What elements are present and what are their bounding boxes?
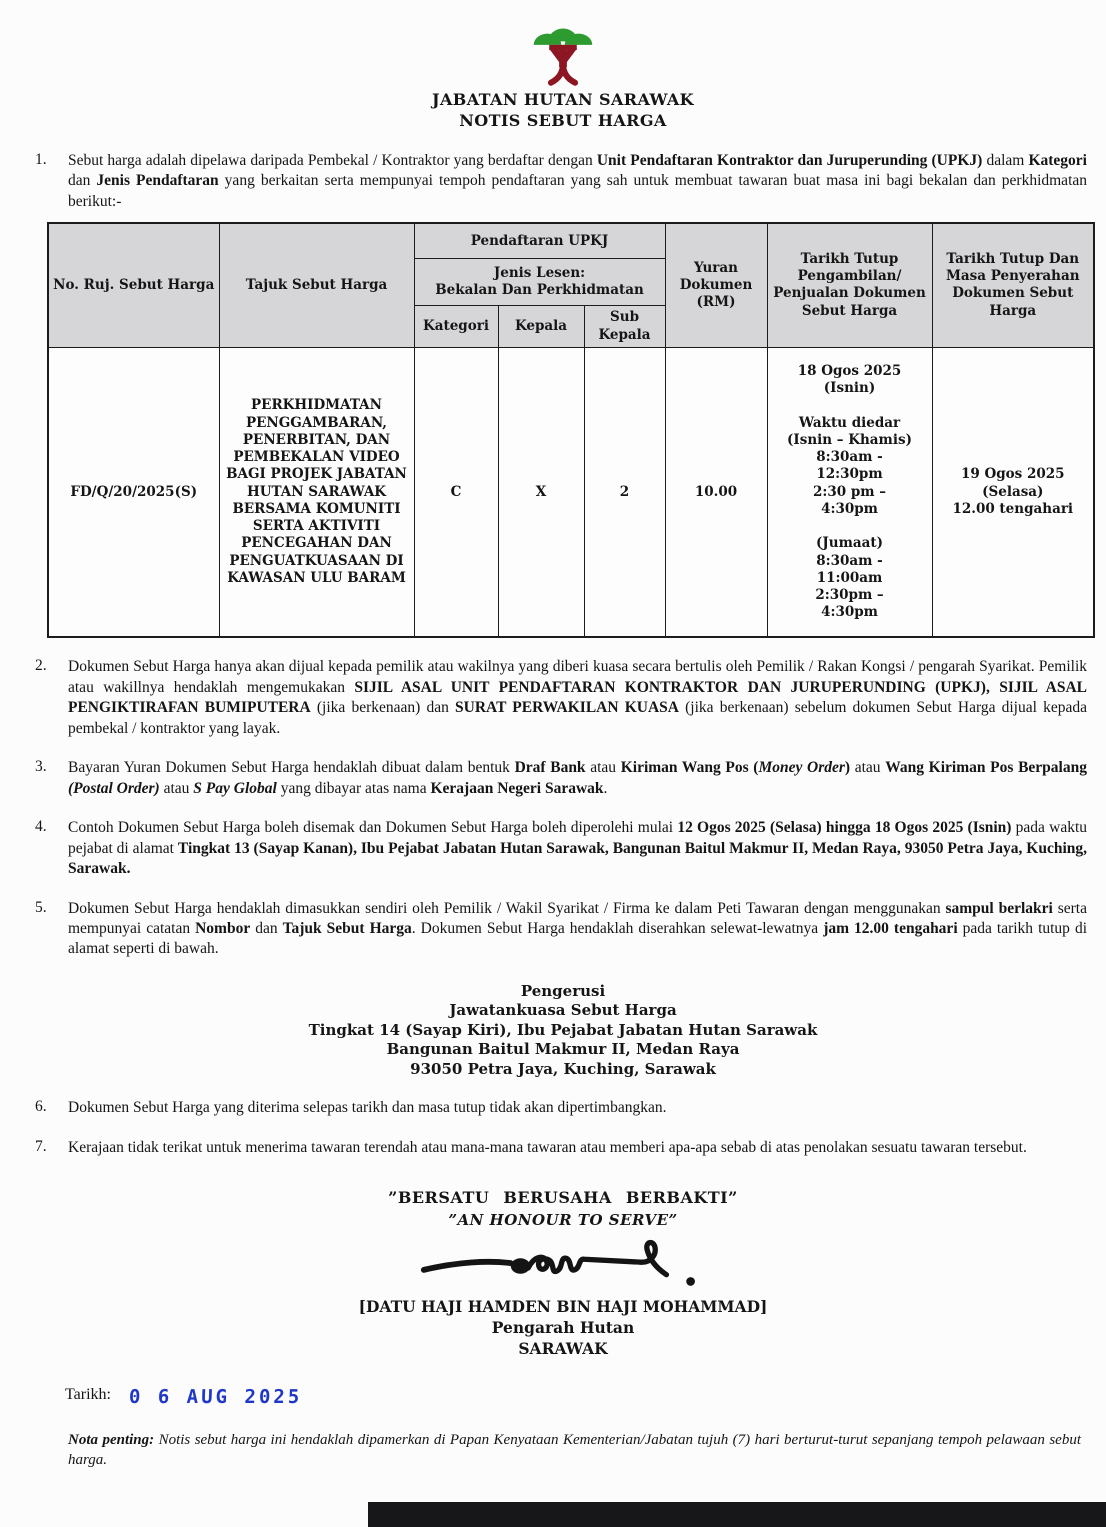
item-number: 5.: [35, 898, 47, 916]
paragraph-item-2: [35, 657, 1091, 739]
motto-block: [35, 1188, 1091, 1229]
motto-line-malay: ”BERSATU BERUSAHA BERBAKTI”: [388, 1188, 738, 1208]
item-number: 3.: [35, 758, 47, 776]
item-number: 2.: [35, 657, 47, 675]
note-text: Nota penting: Notis sebut harga ini hendaklah dipamerkan di Papan Kenyataan Kementerian/Jabatan tujuh (7) hari berturut-turut sepanjang tempoh pelawaan sebut harga.: [68, 1432, 1081, 1469]
scan-artifact-bar: [368, 1502, 1106, 1527]
motto-line-english: ”AN HONOUR TO SERVE”: [448, 1211, 678, 1230]
signatory-org: SARAWAK: [518, 1339, 608, 1359]
cell-tarikh-pengambilan: 18 Ogos 2025 (Isnin) Waktu diedar (Isnin – Khamis) 8:30am - 12:30pm 2:30 pm – 4:30pm (Jumaat) 8:30am - 11:00am 2:30pm – 4:30pm: [767, 347, 932, 637]
header-jenis-lesen: Jenis Lesen: Bekalan Dan Perkhidmatan: [414, 259, 665, 306]
item-text: Dokumen Sebut Harga yang diterima selepas tarikh dan masa tutup tidak akan dipertimbangkan.: [68, 1099, 667, 1117]
item-text: Kerajaan tidak terikat untuk menerima tawaran terendah atau mana-mana tawaran atau memberi apa-apa sebab di atas penolakan sesuatu tawaran tersebut.: [68, 1138, 1027, 1156]
item-text: Contoh Dokumen Sebut Harga boleh disemak dan Dokumen Sebut Harga boleh diperolehi mulai 12 Ogos 2025 (Selasa) hingga 18 Ogos 2025 (Isnin) pada waktu pejabat di alamat Tingkat 13 (Sayap Kanan), Ibu Pejabat Jabatan Hutan Sarawak, Bangunan Baitul Makmur II, Medan Raya, 93050 Petra Jaya, Kuching, Sarawak.: [68, 819, 1088, 878]
logo-container: [35, 12, 1091, 88]
submission-address-block: Pengerusi Jawatankuasa Sebut Harga Tingkat 14 (Sayap Kiri), Ibu Pejabat Jabatan Hutan Sarawak Bangunan Baitul Makmur II, Medan Raya 93050 Petra Jaya, Kuching, Sarawak: [308, 981, 818, 1078]
paragraph-item-1: [35, 151, 1091, 212]
item-text: Bayaran Yuran Dokumen Sebut Harga hendaklah dibuat dalam bentuk Draf Bank atau Kiriman Wang Pos (Money Order) atau Wang Kiriman Pos Berpalang (Postal Order) atau S Pay Global yang dibayar atas nama Kerajaan Negeri Sarawak.: [68, 759, 1087, 797]
table-row: [48, 347, 1094, 637]
header-tajuk: Tajuk Sebut Harga: [219, 223, 414, 348]
important-note: [35, 1430, 1091, 1471]
item-number: 7.: [35, 1137, 47, 1155]
signature-area: [35, 1235, 1091, 1360]
item-number: 4.: [35, 818, 47, 836]
paragraph-item-5: [35, 899, 1091, 960]
date-row: [65, 1386, 1091, 1408]
header-tarikh-pengambilan: Tarikh Tutup Pengambilan/ Penjualan Dokumen Sebut Harga: [767, 223, 932, 348]
header-sub-kepala: Sub Kepala: [584, 306, 665, 348]
document-header: [35, 12, 1091, 132]
handwritten-signature-icon: [418, 1235, 708, 1297]
paragraph-item-6: [35, 1098, 1091, 1118]
paragraph-item-7: [35, 1138, 1091, 1158]
item-number: 1.: [35, 150, 47, 168]
header-no-ruj: No. Ruj. Sebut Harga: [48, 223, 219, 348]
document-title-line2: NOTIS SEBUT HARGA: [459, 110, 667, 130]
cell-tajuk: PERKHIDMATAN PENGGAMBARAN, PENERBITAN, DAN PEMBEKALAN VIDEO BAGI PROJEK JABATAN HUTAN SARAWAK BERSAMA KOMUNITI SERTA AKTIVITI PENCEGAHAN DAN PENGUATKUASAAN DI KAWASAN ULU BARAM: [219, 347, 414, 637]
header-tarikh-penyerahan: Tarikh Tutup Dan Masa Penyerahan Dokumen Sebut Harga: [932, 223, 1094, 348]
signatory-title: Pengarah Hutan: [491, 1318, 635, 1338]
forestry-tree-logo-icon: [532, 12, 594, 88]
header-kepala: Kepala: [498, 306, 584, 348]
date-label: Tarikh:: [65, 1386, 111, 1404]
cell-tarikh-penyerahan: 19 Ogos 2025 (Selasa) 12.00 tengahari: [932, 347, 1094, 637]
cell-kategori: C: [414, 347, 498, 637]
date-stamp: 0 6 AUG 2025: [128, 1386, 303, 1409]
quotation-table: [47, 222, 1095, 639]
header-pendaftaran-upkj: Pendaftaran UPKJ: [414, 223, 665, 259]
document-title-line1: JABATAN HUTAN SARAWAK: [432, 90, 694, 109]
cell-kepala: X: [498, 347, 584, 637]
header-kategori: Kategori: [414, 306, 498, 348]
item-text: Sebut harga adalah dipelawa daripada Pembekal / Kontraktor yang berdaftar dengan Unit Pendaftaran Kontraktor dan Juruperunding (UPKJ) dalam Kategori dan Jenis Pendaftaran yang berkaitan serta mempunyai tempoh pendaftaran yang sah untuk membuat tawaran buat masa ini bagi bekalan dan perkhidmatan berikut:-: [68, 151, 1088, 210]
signatory-name: [DATU HAJI HAMDEN BIN HAJI MOHAMMAD]: [358, 1297, 768, 1317]
header-yuran: Yuran Dokumen (RM): [665, 223, 767, 348]
item-text: Dokumen Sebut Harga hanya akan dijual kepada pemilik atau wakilnya yang diberi kuasa secara bertulis oleh Pemilik / Rakan Kongsi / pengarah Syarikat. Pemilik atau wakillnya hendaklah mengemukakan SIJIL ASAL UNIT PENDAFTARAN KONTRAKTOR DAN JURUPERUNDING (UPKJ), SIJIL ASAL PENGIKTIRAFAN BUMIPUTERA (jika berkenaan) dan SURAT PERWAKILAN KUASA (jika berkenaan) sebelum dokumen Sebut Harga dijual kepada pembekal / kontraktor yang layak.: [68, 658, 1088, 737]
item-number: 6.: [35, 1098, 47, 1116]
cell-no-ruj: FD/Q/20/2025(S): [48, 347, 219, 637]
cell-sub-kepala: 2: [584, 347, 665, 637]
item-text: Dokumen Sebut Harga hendaklah dimasukkan sendiri oleh Pemilik / Wakil Syarikat / Firma ke dalam Peti Tawaran dengan menggunakan sampul berlakri serta mempunyai catatan Nombor dan Tajuk Sebut Harga. Dokumen Sebut Harga hendaklah diserahkan selewat-lewatnya jam 12.00 tengahari pada tarikh tutup di alamat seperti di bawah.: [68, 899, 1087, 958]
cell-yuran: 10.00: [665, 347, 767, 637]
paragraph-item-4: [35, 818, 1091, 879]
paragraph-item-3: [35, 758, 1091, 799]
